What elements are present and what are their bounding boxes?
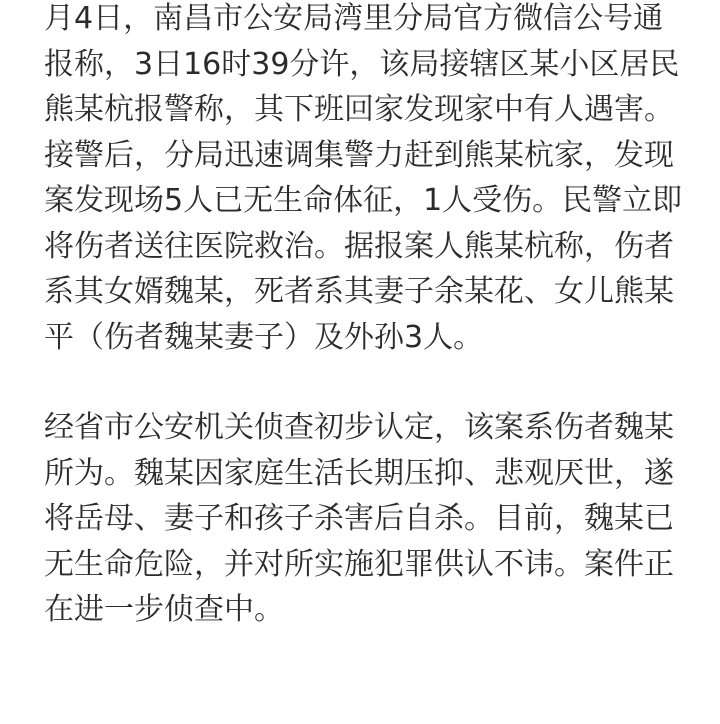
paragraph-1: [44, 0, 700, 360]
text-line: 所为。魏某因家庭生活长期压抑、悲观厌世，遂: [44, 455, 674, 491]
article-body: [44, 0, 700, 633]
text-line: 平（伤者魏某妻子）及外孙3人。: [44, 319, 484, 355]
paragraph-2: [44, 405, 700, 633]
text-line: 无生命危险，并对所实施犯罪供认不讳。案件正: [44, 546, 674, 582]
text-line: 系其女婿魏某，死者系其妻子余某花、女儿熊某: [44, 274, 674, 309]
text-line: 熊某杭报警称，其下班回家发现家中有人遇害。: [44, 92, 674, 127]
text-line: 案发现场5人已无生命体征，1人受伤。民警立即: [44, 183, 683, 218]
text-line: 经省市公安机关侦查初步认定，该案系伤者魏某: [44, 410, 674, 445]
text-line: 将伤者送往医院救治。据报案人熊某杭称，伤者: [44, 228, 674, 264]
text-line: 将岳母、妻子和孩子杀害后自杀。目前，魏某已: [44, 501, 674, 536]
text-line: 在进一步侦查中。: [44, 592, 284, 627]
text-line: 报称，3日16时39分许，该局接辖区某小区居民: [44, 46, 680, 82]
text-line: 接警后，分局迅速调集警力赶到熊某杭家，发现: [44, 137, 674, 173]
text-line: 月4日，南昌市公安局湾里分局官方微信公号通: [44, 1, 664, 36]
